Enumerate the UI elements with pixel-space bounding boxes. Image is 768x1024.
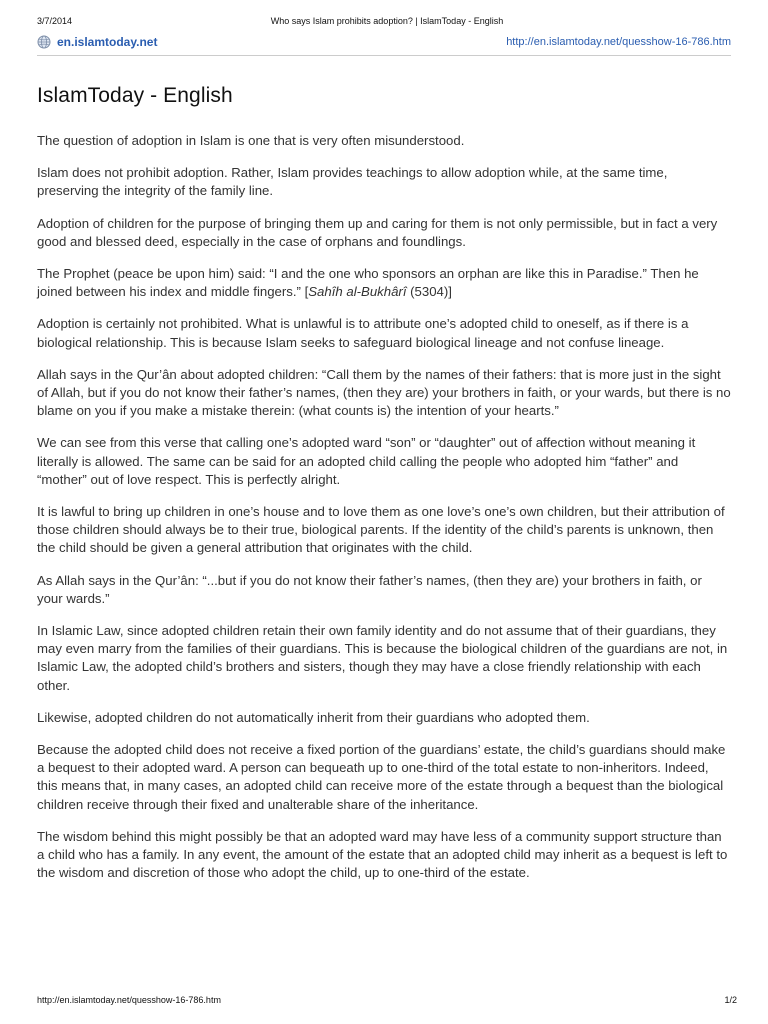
hadith-text: The Prophet (peace be upon him) said: “I and the one who sponsors an orphan are like this in Paradise.” Then he joined between his index and middle fingers.” [	[37, 266, 699, 300]
page-title: IslamToday - English	[37, 84, 233, 107]
article-paragraph-hadith	[37, 265, 731, 301]
article-body	[37, 132, 731, 897]
print-header	[37, 16, 737, 30]
page-number: 1/2	[724, 995, 737, 1005]
footer-url: http://en.islamtoday.net/quesshow-16-786.htm	[37, 995, 221, 1005]
article-paragraph: The question of adoption in Islam is one that is very often misunderstood.	[37, 133, 465, 148]
article-paragraph: The wisdom behind this might possibly be that an adopted ward may have less of a community support structure than a child who has a family. In any event, the amount of the estate that an adopted child may inherit as a bequest is left to the wisdom and discretion of those who adopt the child, up to one-third of the estate.	[37, 828, 728, 881]
hadith-source: Sahîh al-Bukhârî	[308, 284, 407, 300]
article-paragraph: Adoption is certainly not prohibited. What is unlawful is to attribute one’s adopted child to oneself, as if there is a biological relationship. This is because Islam seeks to safeguard biological lineage and not confuse lineage.	[37, 316, 689, 350]
page-url-link[interactable]: http://en.islamtoday.net/quesshow-16-786.htm	[506, 36, 731, 48]
article-paragraph: Likewise, adopted children do not automatically inherit from their guardians who adopted them.	[37, 709, 590, 725]
article-paragraph: As Allah says in the Qur’ân: “...but if you do not know their father’s names, (then they are) your brothers in faith, or your wards.”	[37, 572, 702, 606]
article-paragraph: Islam does not prohibit adoption. Rather, Islam provides teachings to allow adoption while, at the same time, preserving the integrity of the family line.	[37, 165, 668, 199]
article-paragraph: Allah says in the Qur’ân about adopted children: “Call them by the names of their fathers: that is more just in the sight of Allah, but if you do not know their father’s names, (then they are) your brothers in faith, or your wards, but there is no blame on you if you make a mistake therein: (what counts is) the intention of your hearts.”	[37, 366, 731, 419]
site-domain-link[interactable]: en.islamtoday.net	[57, 35, 158, 49]
hadith-reference: (5304)]	[406, 284, 452, 300]
print-footer	[37, 995, 737, 1009]
print-document-title: Who says Islam prohibits adoption? | IslamToday - English	[270, 16, 504, 26]
site-bar	[37, 33, 731, 56]
article-paragraph: Because the adopted child does not receive a fixed portion of the guardians’ estate, the child’s guardians should make a bequest to their adopted ward. A person can bequeath up to one-third of the total estate to non-inheritors. Indeed, this means that, in many cases, an adopted child can receive more of the estate through a bequest than the biological children receive through their fixed and unalterable share of the inheritance.	[37, 742, 726, 812]
article-paragraph: It is lawful to bring up children in one’s house and to love them as one love’s one’s own children, but their attribution of those children should always be to their true, biological parents. If the identity of the child’s parents is unknown, then the child should be given a general attribution that originates with the child.	[37, 504, 725, 556]
print-date: 3/7/2014	[37, 16, 73, 26]
article-paragraph: We can see from this verse that calling one’s adopted ward “son” or “daughter” out of affection without meaning it literally is allowed. The same can be said for an adopted child calling the people who adopted him “father” and “mother” out of love respect. This is perfectly alright.	[37, 435, 696, 487]
article-paragraph: In Islamic Law, since adopted children retain their own family identity and do not assume that of their guardians, they may even marry from the families of their guardians. This is because the biological children of the guardians are not, in Islamic Law, the adopted child’s brothers and sisters, though they may have a close friendly relationship with each other.	[37, 623, 728, 693]
globe-icon	[37, 35, 51, 49]
article-paragraph: Adoption of children for the purpose of bringing them up and caring for them is not only permissible, but in fact a very good and blessed deed, especially in the case of orphans and foundlings.	[37, 215, 718, 249]
